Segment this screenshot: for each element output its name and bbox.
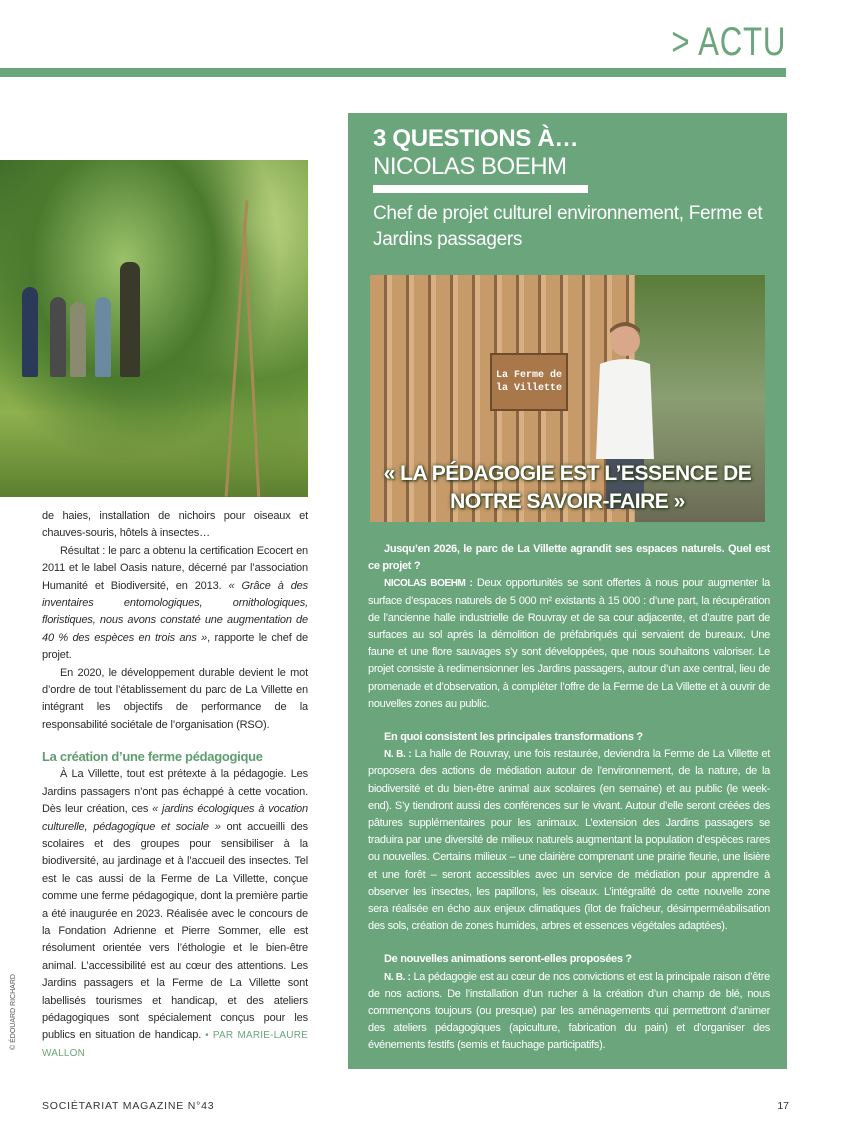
paragraph (42, 766, 308, 1062)
garden-stake (243, 220, 260, 497)
magazine-footer: SOCIÉTARIAT MAGAZINE N°43 (42, 1100, 215, 1112)
interviewee-name: NICOLAS BOEHM (373, 153, 567, 180)
answer (368, 969, 770, 1055)
paragraph (42, 543, 308, 665)
question: En quoi consistent les principales transformations ? (384, 731, 643, 744)
answer-text: La halle de Rouvray, une fois restaurée, deviendra la Ferme de La Villette et proposera des actions de médiation autour de l’environnement, de la nature, de la biodiversité et du bien-être animal aux scolaires (en semaine) et au public (le week-end). S’y tiendront aussi des conférences sur le vivant. Autour d’elle seront créées des pâtures supplémentaires pour les animaux. L’extension des Jardins passagers se traduira par une diversité de milieux naturels augmentant la population d’espèces rares ou nouvelles. Certains milieux – une clairière comprenant une prairie fleurie, une lisière et une forêt – seront accessibles avec un service de médiation pour apprendre à observer les insectes, les papillons, les oiseaux. L’intégralité de cette nouvelle zone sera réalisée en écho aux enjeux climatiques (îlot de fraîcheur, désimperméabilisation des sols, création de zones humides, arbres et essences végétales adaptées). (368, 748, 770, 933)
answer (368, 746, 770, 935)
text: À La Villette, tout est prétexte à la pédagogie. Les Jardins passagers n’ont pas échappé à cette vocation. Dès leur création, ces (42, 768, 308, 816)
garden-photo (0, 160, 308, 497)
question: Jusqu’en 2026, le parc de La Villette agrandit ses espaces naturels. Quel est ce projet ? (368, 543, 770, 573)
speaker: NICOLAS BOEHM : (384, 578, 473, 590)
text: ont accueilli des scolaires et des groupes pour sensibiliser à la biodiversité, au jardinage et à l’accueil des insectes. Tel est le cas aussi de la Ferme de La Villette, conçue comme une ferme pédagogique, dont la première partie a été inaugurée en 2023. Réalisée avec le concours de la Fondation Adrienne et Pierre Sommer, elle est résolument orientée vers l’éthologie et le bien-être animal. L’accessibilité est au cœur des attentions. Les Jardins passagers et la Ferme de La Villette sont labellisés tourismes et handicap, et des ateliers pédagogiques sont spécialement conçus pour les publics en situation de handicap. (42, 820, 309, 1042)
speaker: N. B. : (384, 749, 412, 761)
interview-kicker: 3 QUESTIONS À… (373, 125, 579, 152)
farm-sign: La Ferme de la Villette (490, 353, 568, 411)
article-body (42, 508, 308, 1062)
answer (368, 575, 770, 713)
answer-text: La pédagogie est au cœur de nos convictions et est la principale raison d’être de nos actions. De l’installation d’un rucher à la création d’un champ de blé, nous commençons toujours (ou presque) par les aménagements qui permettront d’animer des ateliers pédagogiques (apiculture, fabrication du pain) et d’organiser des événements festifs (semis et fauchage participatifs). (368, 970, 770, 1052)
quote: « Grâce à des inventaires entomologiques, ornithologiques, floristiques, nous avons constaté une augmentation de 40 % des espèces en trois ans » (42, 579, 308, 644)
byline: • PAR MARIE-LAURE WALLON (42, 1030, 308, 1059)
header-bar (0, 68, 786, 77)
photo-credit: © ÉDOUARD RICHARD (10, 974, 17, 1050)
child-figure (95, 297, 111, 377)
quote: « jardins écologiques à vocation culturelle, pédagogique et sociale » (42, 803, 308, 833)
paragraph: En 2020, le développement durable devient le mot d’ordre de tout l’établissement du parc de La Villette en intégrant les objectifs de performance de la responsabilité sociétale de l’organisation (RSO). (42, 666, 308, 731)
child-figure (70, 302, 86, 377)
question: De nouvelles animations seront-elles proposées ? (384, 953, 632, 966)
child-figure (50, 297, 66, 377)
section-rubric: > ACTU (671, 20, 786, 64)
portrait-photo (370, 275, 765, 522)
interview-text (368, 541, 770, 1055)
guide-figure (120, 262, 140, 377)
text: , rapporte le chef de projet. (42, 631, 308, 662)
qa-block (368, 729, 770, 935)
text: Résultat : le parc a obtenu la certification Ecocert en 2011 et le label Oasis nature, décerné par l’association Humanité et Biodiversité, en 2013. (42, 544, 308, 592)
paragraph: de haies, installation de nichoirs pour oiseaux et chauves-souris, hôtels à insectes… (42, 510, 308, 540)
pull-quote: « LA PÉDAGOGIE EST L’ESSENCE DE NOTRE SAVOIR-FAIRE » (383, 462, 752, 513)
qa-block (368, 951, 770, 1054)
answer-text: Deux opportunités se sont offertes à nous pour augmenter la surface d’espaces naturels de 5 000 m² existants à 15 000 : d’une part, la récupération de l’ancienne halle industrielle de Rouvray et de sa cour adjacente, et d’autre part de surfaces au sol après la démolition de préfabriqués qui servaient de bureaux. Une faune et une flore sauvages s’y sont développées, que nous souhaitons valoriser. Le projet consiste à redimensionner les Jardins passagers, autour d’un axe central, lieu de promenade et d’observation, à compléter l’offre de la Ferme de La Villette et à ouvrir de nouvelles zones au public. (368, 577, 770, 710)
divider (373, 185, 588, 193)
interview-box (348, 113, 787, 1069)
page-number: 17 (777, 1100, 789, 1112)
speaker: N. B. : (384, 971, 411, 983)
subheading: La création d’une ferme pédagogique (42, 749, 263, 765)
qa-block (368, 541, 770, 713)
interviewee-role: Chef de projet culturel environnement, Ferme et Jardins passagers (373, 203, 763, 250)
child-figure (22, 287, 38, 377)
